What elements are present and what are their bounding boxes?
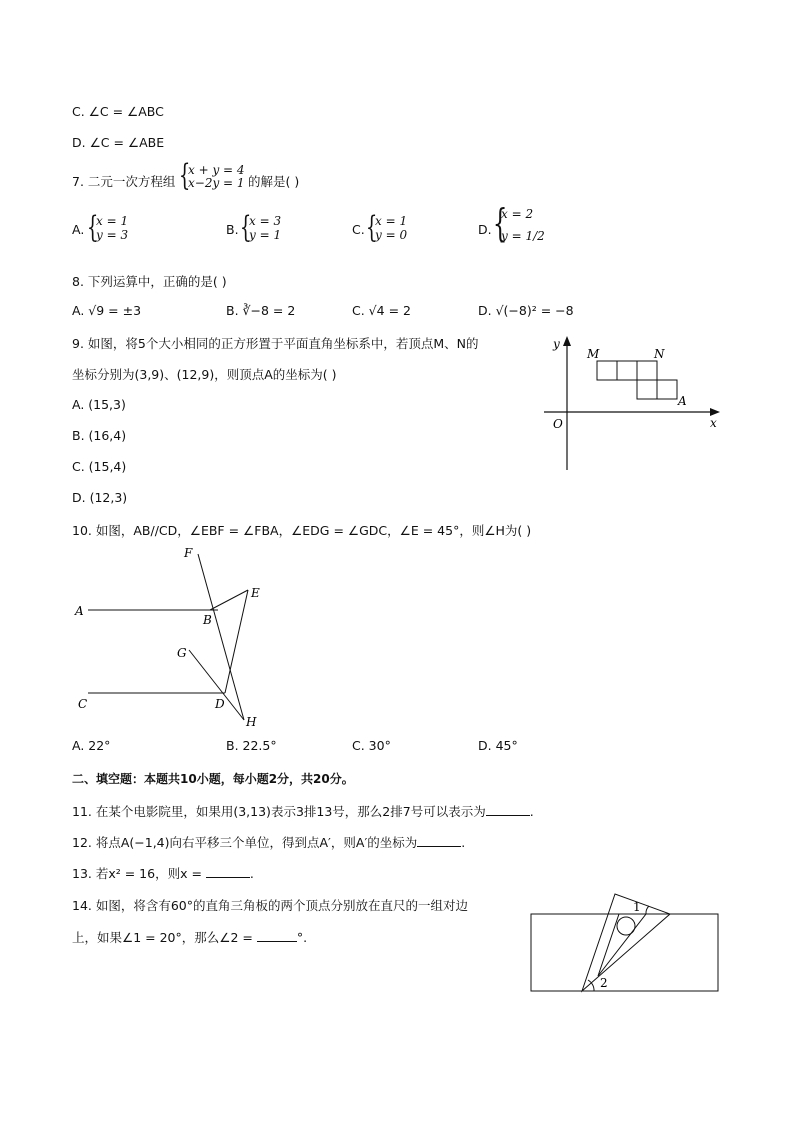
q9-option-c: C. (15,4) (72, 459, 127, 474)
q7-option-a-eq1: x = 1 (96, 214, 129, 228)
q10-option-c: C. 30° (352, 738, 391, 753)
q11-answer-blank[interactable] (486, 803, 530, 816)
q7-option-b-eq2: y = 1 (249, 228, 282, 242)
q9-label-m: M (587, 347, 600, 361)
q10-label-g: G (177, 646, 187, 660)
q7-option-b-eq1: x = 3 (249, 214, 282, 228)
q9-x-arrow (710, 408, 720, 416)
q11-text: 11. 在某个电影院里，如果用(3,13)表示3排13号，那么2排7号可以表示为 (72, 804, 486, 819)
q10-label-c: C (78, 697, 88, 711)
q9-option-d: D. (12,3) (72, 490, 128, 505)
q7-option-c-brace: { (365, 210, 378, 245)
q7-option-b-brace: { (239, 210, 252, 245)
q14-end: °. (296, 930, 308, 945)
q9-option-a: A. (15,3) (72, 397, 126, 412)
q12-text: 12. 将点A(−1,4)向右平移三个单位，得到点A′，则A′的坐标为 (72, 835, 418, 850)
q10-label-f: F (184, 546, 193, 560)
q9-label-n: N (654, 347, 665, 361)
q8-option-d: D. √(−8)² = −8 (478, 303, 574, 318)
q9-stem-line1: 9. 如图，将5个大小相同的正方形置于平面直角坐标系中，若顶点M、N的 (72, 336, 479, 351)
q7-eq1: x + y = 4 (188, 163, 245, 177)
q7-option-a-eq2: y = 3 (96, 228, 129, 242)
q7-option-d-eq1: x = 2 (501, 207, 534, 221)
q9-square (657, 380, 677, 399)
q10-geometry-figure (70, 542, 280, 737)
q7-brace: { (178, 158, 191, 193)
q9-option-b: B. (16,4) (72, 428, 127, 443)
q12-answer-blank[interactable] (417, 834, 461, 847)
q9-label-a: A (678, 394, 687, 408)
q12 (72, 833, 465, 851)
q9-label-o: O (553, 417, 563, 431)
q10-line-be (210, 590, 248, 610)
q10-option-d: D. 45° (478, 738, 518, 753)
q10-option-b: B. 22.5° (226, 738, 277, 753)
section-2-heading: 二、填空题：本题共10小题，每小题2分，共20分。 (72, 772, 354, 786)
q14-stem-line2 (72, 928, 307, 946)
q7-option-c-label: C. (352, 222, 365, 237)
q9-square (597, 361, 617, 380)
q11-end: . (529, 804, 534, 819)
q9-y-arrow (563, 336, 571, 346)
q7-option-d-label: D. (478, 222, 492, 237)
q10-label-e: E (251, 586, 260, 600)
q7-option-a-label: A. (72, 222, 85, 237)
q14-ruler-triangle-figure (528, 890, 724, 996)
q10-label-a: A (75, 604, 84, 618)
q7-stem-post: 的解是( ) (248, 174, 300, 189)
q9-square (637, 380, 657, 399)
q13-end: . (249, 866, 254, 881)
q13 (72, 864, 254, 882)
q10-line-ed (225, 590, 248, 693)
q10-label-h: H (246, 715, 257, 729)
q7-eq2: x−2y = 1 (188, 176, 245, 190)
q8-option-c: C. √4 = 2 (352, 303, 411, 318)
q7-stem-pre: 7. 二元一次方程组 (72, 174, 176, 189)
q14-triangle-outer (582, 894, 670, 991)
q14-line2-text: 上，如果∠1 = 20°，那么∠2 = (72, 930, 257, 945)
q9-squares (597, 361, 677, 399)
q9-stem-line2: 坐标分别为(3,9)、(12,9)，则顶点A的坐标为( ) (72, 367, 337, 382)
q7-option-d-eq2: y = 1/2 (501, 229, 545, 243)
q9-square (637, 361, 657, 380)
q9-coordinate-figure (540, 332, 725, 474)
q8-option-a: A. √9 = ±3 (72, 303, 142, 318)
q13-answer-blank[interactable] (206, 865, 250, 878)
q11 (72, 802, 534, 820)
q14-triangle-hole (617, 917, 635, 935)
q7-option-b-label: B. (226, 222, 239, 237)
q10-label-b: B (203, 613, 212, 627)
q7-option-d-brace: { (492, 201, 508, 245)
q7-option-a-brace: { (86, 210, 99, 245)
q7-option-c-eq2: y = 0 (375, 228, 408, 242)
q6-option-d: D. ∠C = ∠ABE (72, 135, 165, 150)
q13-text: 13. 若x² = 16，则x = (72, 866, 206, 881)
q10-option-a: A. 22° (72, 738, 111, 753)
q8-option-b: B. ∛−8 = 2 (226, 303, 296, 318)
q14-stem-line1: 14. 如图，将含有60°的直角三角板的两个顶点分别放在直尺的一组对边 (72, 898, 469, 913)
q14-angle1-arc (646, 906, 649, 914)
q8-stem: 8. 下列运算中，正确的是( ) (72, 274, 227, 289)
q9-square (617, 361, 637, 380)
q6-option-c: C. ∠C = ∠ABC (72, 104, 164, 119)
q10-stem: 10. 如图，AB//CD，∠EBF = ∠FBA，∠EDG = ∠GDC，∠E = 45°，则∠H为( ) (72, 523, 532, 538)
q10-label-d: D (215, 697, 225, 711)
q14-ruler (531, 914, 718, 991)
q14-label-2: 2 (600, 976, 608, 990)
q9-label-x: x (710, 416, 717, 430)
q12-end: . (461, 835, 466, 850)
q9-label-y: y (553, 337, 560, 351)
q7-option-c-eq1: x = 1 (375, 214, 408, 228)
q14-label-1: 1 (633, 900, 641, 914)
q14-answer-blank[interactable] (257, 929, 297, 942)
